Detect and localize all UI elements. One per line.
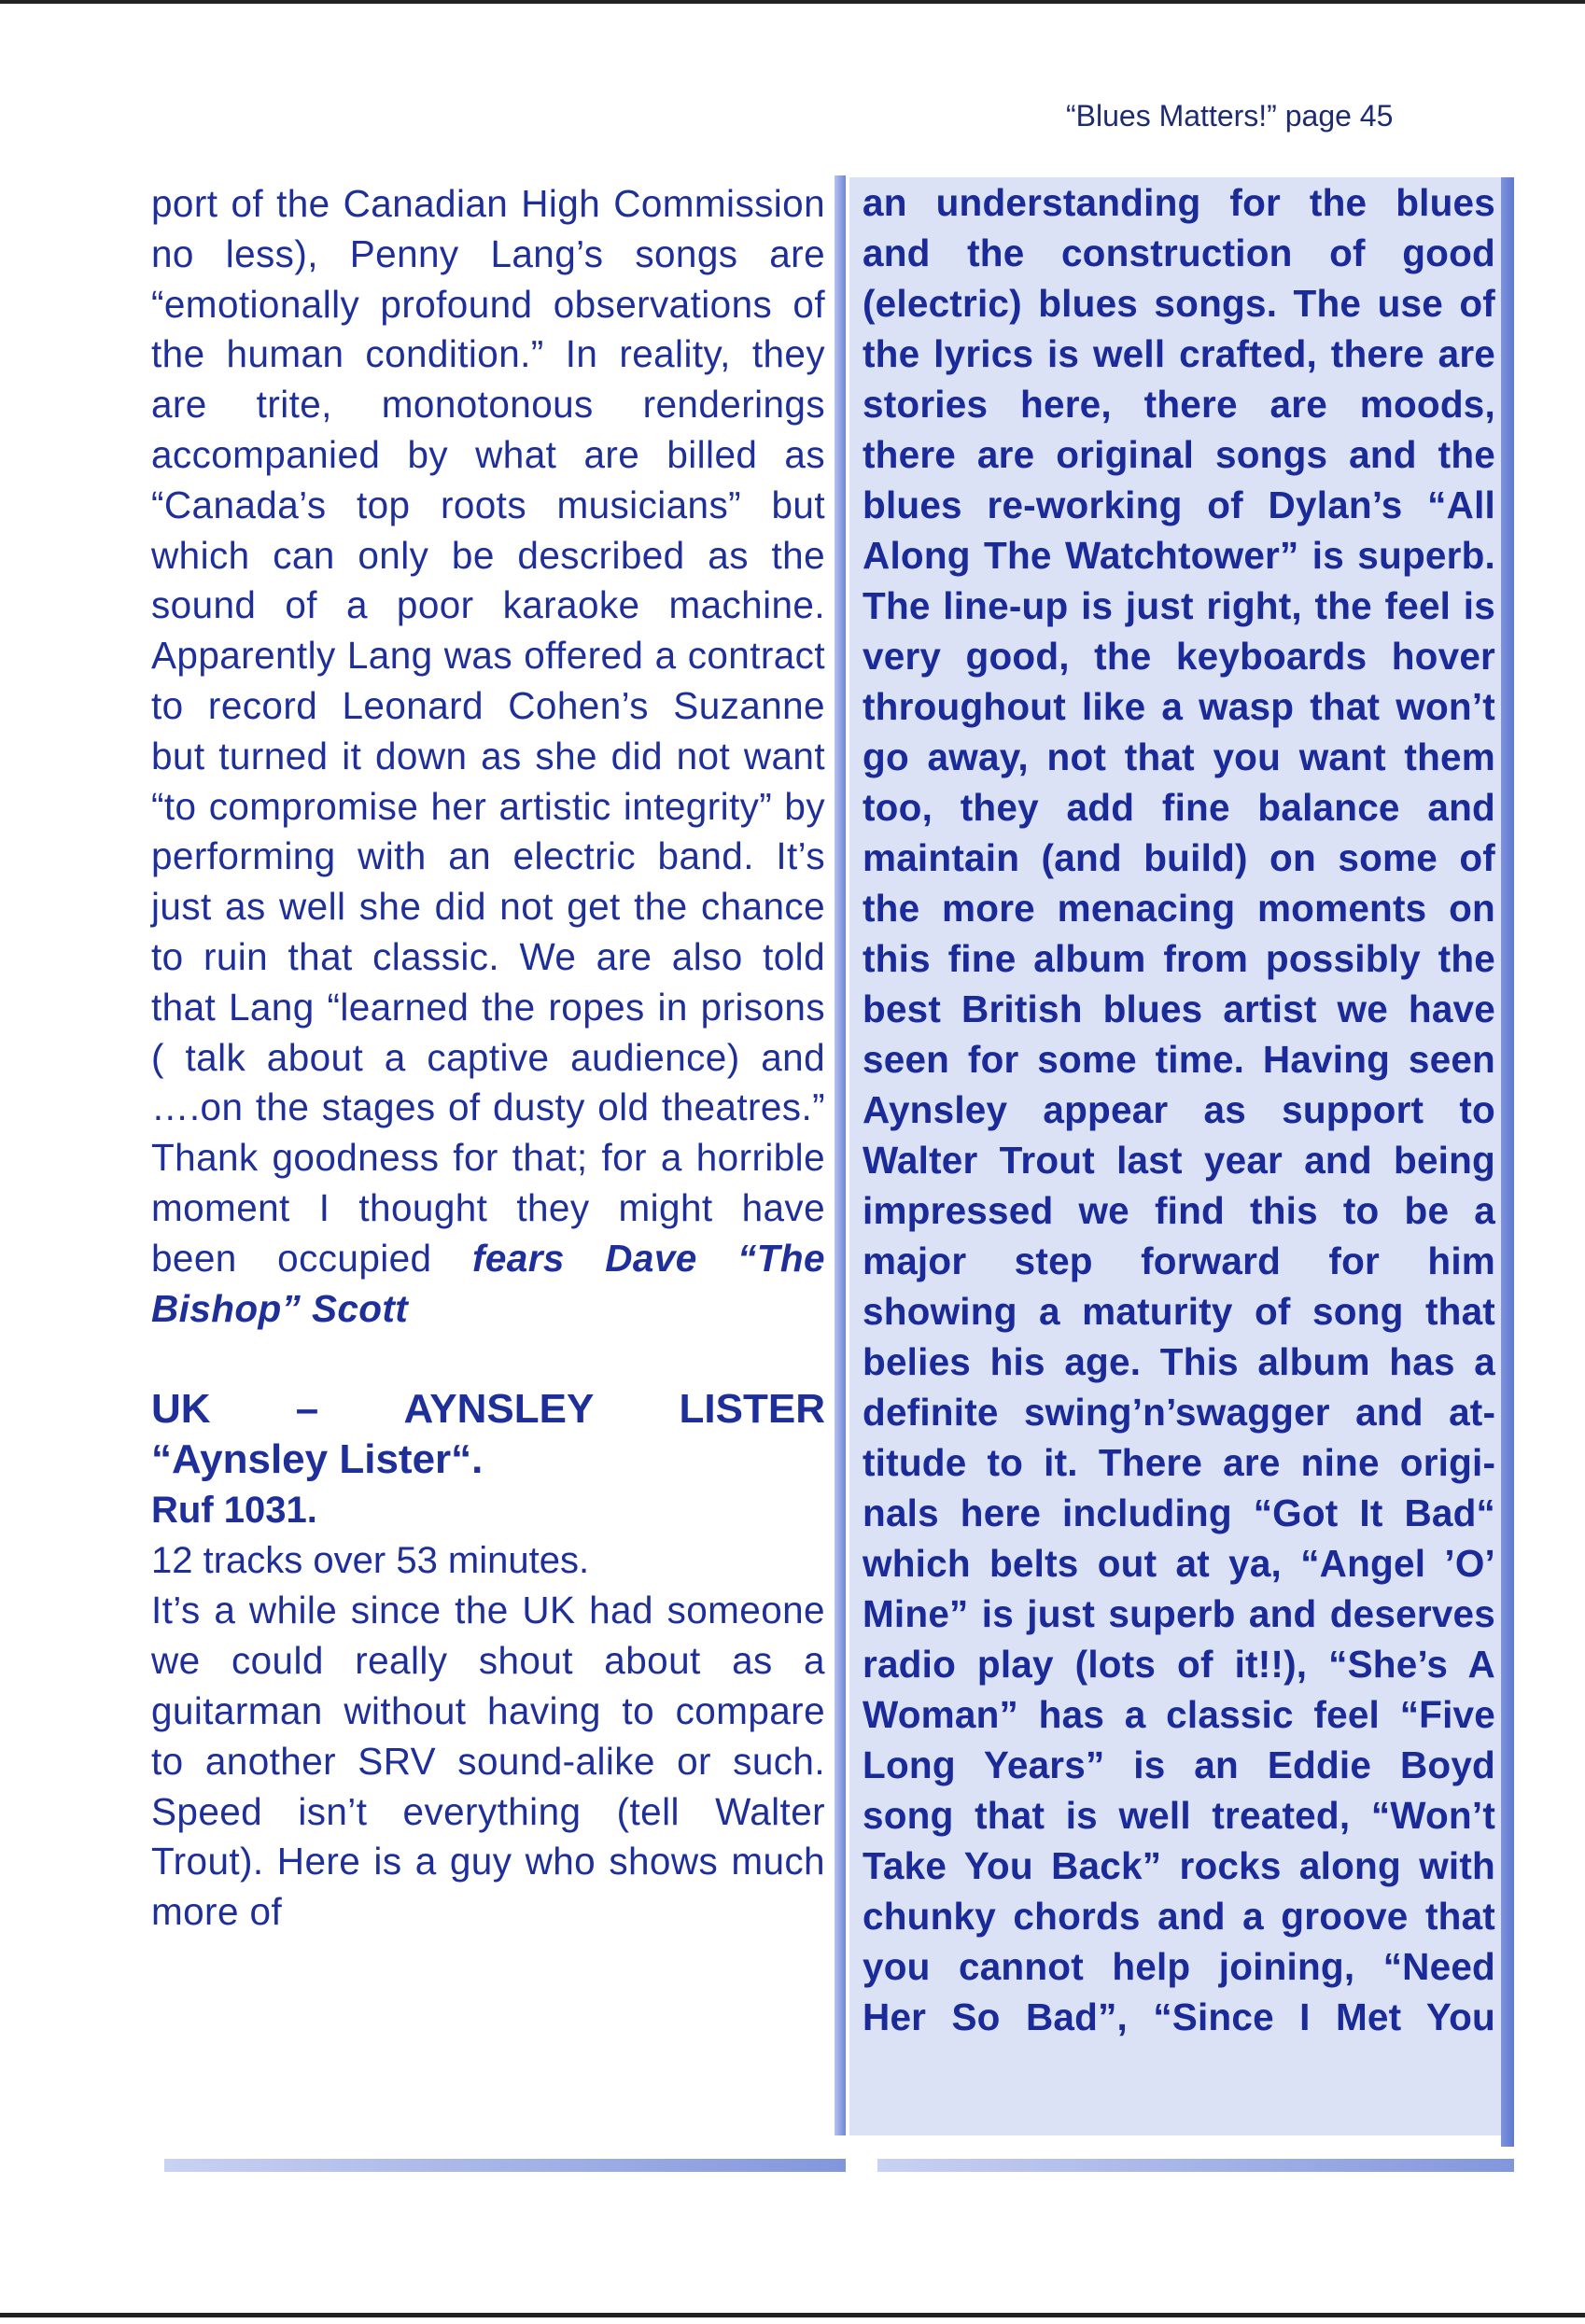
reviewer-signature: fears Dave “The Bishop” Scott: [151, 1236, 825, 1330]
review-heading-artist: [151, 1384, 825, 1435]
bottom-border-rule: [0, 2313, 1585, 2317]
review-artist-first-name: AYNSLEY: [403, 1386, 595, 1433]
right-column-shadow-horizontal: [877, 2159, 1514, 2172]
left-column: [151, 179, 825, 2128]
review-dash: –: [295, 1386, 319, 1433]
review-country: UK: [151, 1386, 211, 1433]
top-border-rule: [0, 0, 1585, 4]
previous-review-tail: [151, 179, 825, 1334]
review-artist-last-name: LISTER: [679, 1386, 825, 1433]
review-album-title: “Aynsley Lister“.: [151, 1436, 484, 1483]
left-column-shadow-horizontal: [164, 2159, 846, 2172]
review-start: It’s a while since the UK had someone we could really shout about as a guitarman without having to compare to another SRV sound-alike or such. Speed isn’t everything (tell Walter Trout). Here is a guy who shows much more of: [151, 1589, 825, 1934]
left-column-shadow-vertical: [835, 175, 846, 2135]
page-header: “Blues Matters!” page 45: [1066, 99, 1394, 133]
record-label: Ruf 1031.: [151, 1490, 317, 1532]
previous-review-text: port of the Canadian High Commission no less), Penny Lang’s songs are “emotionally profound observations of the human condition.” In reality, they are trite, monotonous renderings accompanied by what are billed as “Canada’s top roots musicians” but which can only be described as the sound of a poor karaoke machine. Apparently Lang was offered a contract to record Leonard Cohen’s Suzanne but turned it down as she did not want “to compromise her artistic integrity” by performing with an electric band. It’s just as well she did not get the chance to ruin that classic. We are also told that Lang “learned the ropes in prisons ( talk about a captive audience) and ….on the stages of dusty old theatres.” Thank goodness for that; for a horrible moment I thought they might have been occupied: [151, 182, 825, 1280]
review-heading: [151, 1384, 825, 1485]
review-continued: an understanding for the blues and the construction of good (electric) blues songs. The use of the lyrics is well crafted, there are stories here, there are moods, there are original songs and the blues re-working of Dylan’s “All Along The Watchtower” is superb. The line-up is just right, the feel is very good, the keyboards hover throughout like a wasp that won’t go away, not that you want them too, they add fine balance and maintain (and build) on some of the more menacing moments on this fine album from possibly the best British blues artist we have seen for some time. Having seen Aynsley appear as support to Walter Trout last year and being impressed we find this to be a major step forward for him showing a maturity of song that belies his age. This album has a definite swing’n’swagger and attitude to it. There are nine originals here including “Got It Bad“ which belts out at ya, “Angel ’O’ Mine” is just superb and deserves radio play (lots of it!!), “She’s A Woman” has a classic feel “Five Long Years” is an Eddie Boyd song that is well treated, “Won’t Take You Back” rocks along with chunky chords and a groove that you cannot help joining, “Need Her So Bad”, “Since I Met You: [863, 181, 1495, 2038]
track-info: 12 tracks over 53 minutes.: [151, 1540, 590, 1582]
right-column-shadow-vertical: [1501, 177, 1514, 2147]
right-column: [863, 177, 1495, 2134]
